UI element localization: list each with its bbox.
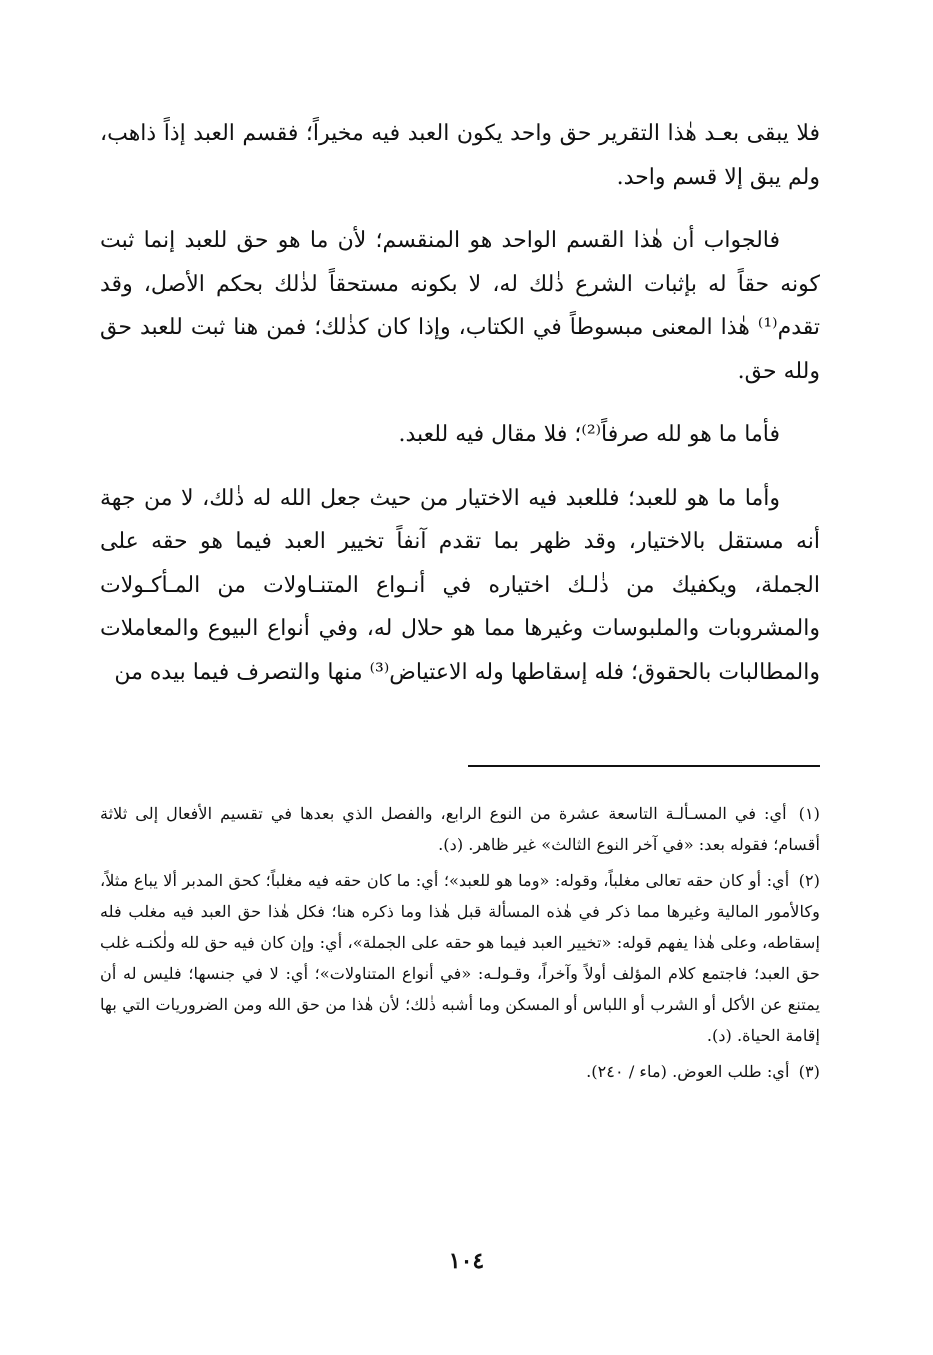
- paragraph-1: فلا يبقى بعـد هٰذا التقرير حق واحد يكون العبد فيه مخيراً؛ فقسم العبد إذاً ذاهب، ولم يبق إلا قسم واحد.: [100, 121, 820, 190]
- footnote-number: (٣): [798, 1062, 820, 1081]
- footnote-text: أي: طلب العوض. (ماء / ٢٤٠).: [586, 1062, 790, 1081]
- page-number: ١٠٤: [448, 1248, 485, 1274]
- footnote-1: [100, 798, 820, 860]
- footnote-divider: [468, 765, 820, 767]
- footnote-text: أي: في المسـألـة التاسعة عشرة من النوع الرابع، والفصل الذي بعدها في تقسيم الأفعال إلى ثلاثة أقسام؛ فقوله بعد: «في آخر النوع الثالث» غير ظاهر. (د).: [100, 804, 820, 854]
- footnote-number: (٢): [798, 871, 820, 890]
- footnote-text: أي: أو كان حقه تعالى مغلباً، وقوله: «وما هو للعبد»؛ أي: ما كان حقه فيه مغلباً؛ كحق المدبر ألا يباع مثلاً، وكالأمور المالية وغيرها مما ذكر في هٰذه المسألة قبل هٰذا وما ذكره هنا؛ فكل هٰذا حق العبد فيه مغلب فله إسقاطه، وعلى هٰذا يفهم قوله: «تخيير العبد فيما هو حقه على الجملة»، أي: وإن كان فيه حق لله ولٰكنـه غلب حق العبد؛ فاجتمع كلام المؤلف أولاً وآخراً، وقـولـه: «في أنواع المتناولات»؛ أي: لا في جنسها؛ فليس له أن يمتنع عن الأكل أو الشرب أو اللباس أو المسكن وما أشبه ذٰلك؛ لأن هٰذا من حق الله ومن الضروريات التي بها إقامة الحياة. (د).: [100, 871, 820, 1045]
- footnote-number: (١): [798, 804, 820, 823]
- main-text: [100, 112, 820, 714]
- footnote-3: [100, 1056, 820, 1087]
- footnote-2: [100, 865, 820, 1051]
- paragraph-4: وأما ما هو للعبد؛ فللعبد فيه الاختيار من حيث جعل الله له ذٰلك، لا من جهة أنه مستقل بالاختيار، وقد ظهر بما تقدم آنفاً تخيير العبد فيما هو حقه على الجملة، ويكفيك من ذٰلـك اختياره في أنـواع المتنـاولات من المـأكـولات والمشروبات والملبوسات وغيرها مما هو حلال له، وفي أنواع البيوع والمعاملات والمطالبات بالحقوق؛ فله إسقاطها وله الاعتياض⁽³⁾ منها والتصرف فيما بيده من: [100, 485, 820, 685]
- paragraph-3: فأما ما هو لله صرفاً⁽²⁾؛ فلا مقال فيه للعبد.: [398, 422, 780, 447]
- footnotes: [100, 798, 820, 1087]
- paragraph-2: فالجواب أن هٰذا القسم الواحد هو المنقسم؛ لأن ما هو حق للعبد إنما ثبت كونه حقاً له بإثبات الشرع ذٰلك له، لا بكونه مستحقاً لذٰلك بحكم الأصل، وقد تقدم⁽¹⁾ هٰذا المعنى مبسوطاً في الكتاب، وإذا كان كذٰلك؛ فمن هنا ثبت للعبد حق ولله حق.: [100, 228, 820, 384]
